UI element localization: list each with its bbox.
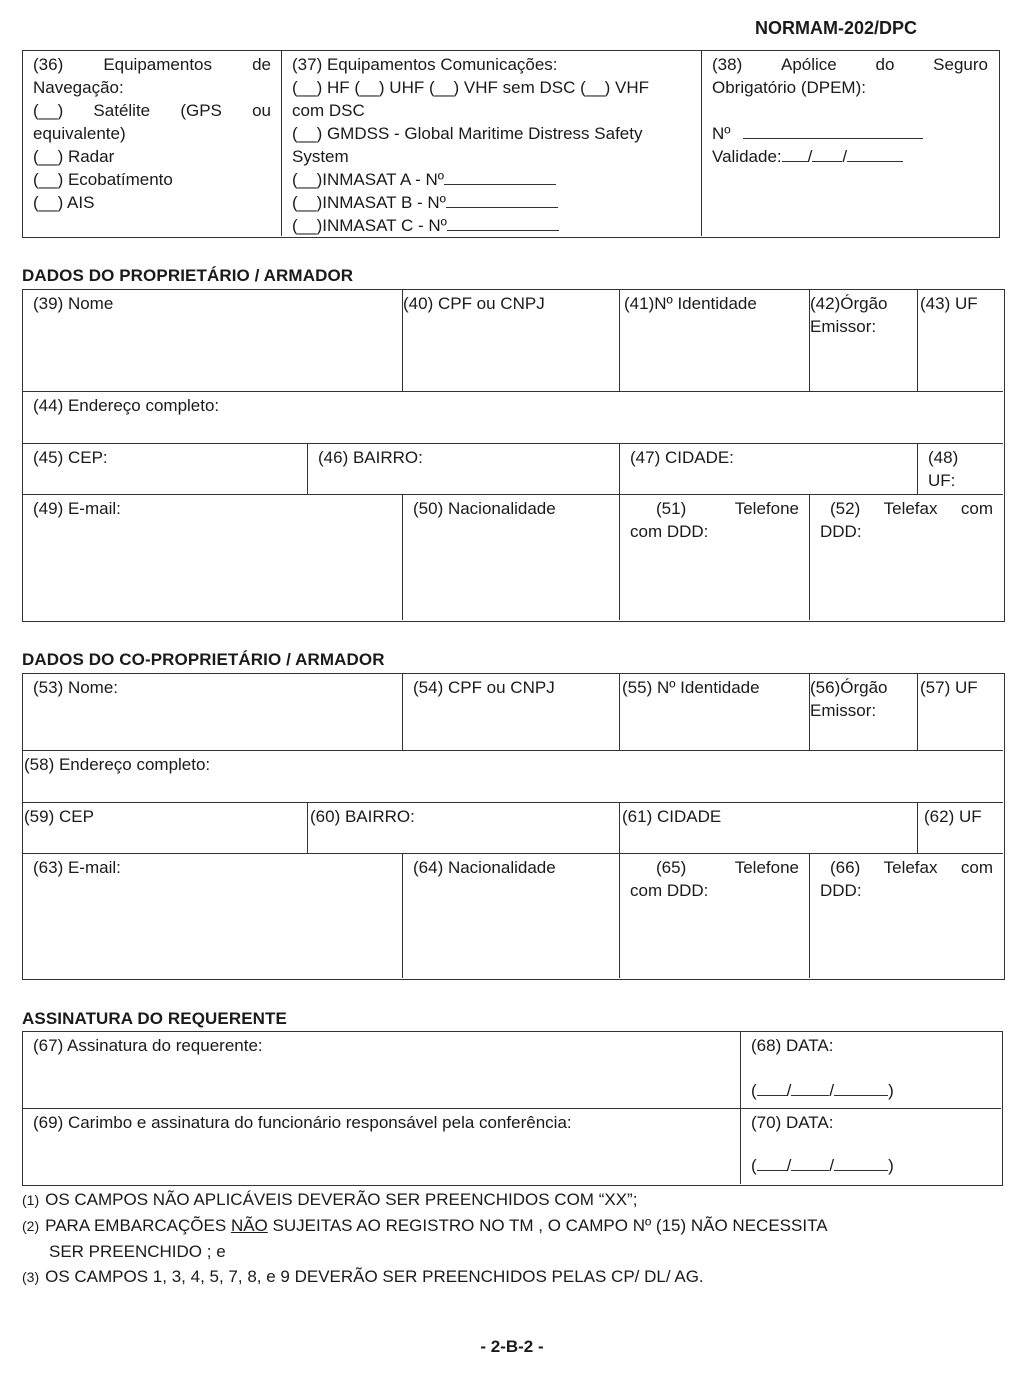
owner-nationality-field[interactable] [403, 495, 620, 620]
label-part: (66) [830, 858, 861, 877]
date-blank[interactable] [751, 1154, 991, 1177]
date-paren: ( [751, 1081, 757, 1100]
coowner-address-field[interactable] [23, 751, 1003, 803]
ais-option[interactable]: (__) AIS [33, 193, 95, 212]
insurance-title-part: Apólice [780, 55, 837, 74]
nav-title-part: Equipamentos [103, 55, 212, 74]
coowner-uf2-field[interactable] [918, 803, 1003, 854]
field-label: (60) BAIRRO: [310, 807, 415, 826]
owner-cpf-field[interactable] [403, 290, 620, 392]
footnote-3 [22, 1264, 982, 1290]
owner-bairro-field[interactable] [308, 444, 620, 495]
field-label: (42)Órgão [810, 294, 888, 313]
field-label: (69) Carimbo e assinatura do funcionário responsável pela conferência: [33, 1113, 572, 1132]
field-label: (70) DATA: [751, 1113, 834, 1132]
owner-phone-field[interactable] [620, 495, 810, 620]
coowner-table [22, 673, 1005, 980]
validity-label: Validade: [712, 147, 782, 166]
coowner-identity-field[interactable] [620, 674, 810, 751]
field-label: (68) DATA: [751, 1036, 834, 1055]
coowner-phone-field[interactable] [620, 854, 810, 978]
date-paren: ) [888, 1156, 894, 1175]
date-paren: ( [751, 1156, 757, 1175]
field-label: (58) Endereço completo: [24, 755, 211, 774]
policy-number-row [712, 122, 988, 145]
policy-number-field[interactable] [743, 122, 923, 139]
radar-option[interactable]: (__) Radar [33, 147, 115, 166]
owner-table [22, 289, 1005, 622]
footnote-text: PARA EMBARCAÇÕES [45, 1216, 227, 1235]
field-label: (59) CEP [24, 807, 94, 826]
footnote-emphasis: NÃO [230, 1216, 268, 1235]
field-label: (61) CIDADE [622, 807, 722, 826]
comm-title: (37) Equipamentos Comunicações: [292, 55, 558, 74]
owner-cep-field[interactable] [23, 444, 308, 495]
coowner-issuer-field[interactable] [810, 674, 918, 751]
field-label: UF: [928, 471, 956, 490]
field-label [820, 497, 993, 520]
coowner-city-field[interactable] [620, 803, 918, 854]
field-label: Emissor: [810, 701, 877, 720]
field-label: (64) Nacionalidade [413, 858, 556, 877]
field-label [630, 497, 799, 520]
field-label: (40) CPF ou CNPJ [403, 294, 545, 313]
coowner-uf-field[interactable] [918, 674, 1003, 751]
date-separator: / [829, 1081, 835, 1100]
field-label: Emissor: [810, 317, 877, 336]
label-part: Telefax [883, 858, 938, 877]
field-label: (45) CEP: [33, 448, 108, 467]
field-label: (43) UF [920, 294, 978, 313]
day-blank[interactable] [757, 1079, 787, 1096]
owner-identity-field[interactable] [620, 290, 810, 392]
footnote-2 [22, 1213, 982, 1239]
owner-fax-field[interactable] [810, 495, 1003, 620]
field-label: DDD: [820, 881, 862, 900]
radio-options[interactable]: (__) HF (__) UHF (__) VHF sem DSC (__) VHF [292, 78, 650, 97]
insurance-title-part: do [875, 55, 895, 74]
field-label [820, 856, 993, 879]
signature-table [22, 1031, 1003, 1186]
field-label: (50) Nacionalidade [413, 499, 556, 518]
date-paren: ) [888, 1081, 894, 1100]
owner-section-title: DADOS DO PROPRIETÁRIO / ARMADOR [22, 266, 354, 285]
insurance-title-part: (38) [712, 55, 743, 74]
day-blank[interactable] [757, 1154, 787, 1171]
footnote-number: (1) [22, 1192, 40, 1208]
owner-city-field[interactable] [620, 444, 918, 495]
gmdss-option[interactable]: (__) GMDSS - Global Maritime Distress Safety [292, 124, 643, 143]
field-label: (67) Assinatura do requerente: [33, 1036, 263, 1055]
insurance-title-line1 [712, 53, 988, 76]
footnote-1 [22, 1187, 982, 1213]
gmdss-option-line2: System [292, 147, 349, 166]
insurance-title-line2: Obrigatório (DPEM): [712, 78, 866, 97]
field-label: (46) BAIRRO: [318, 448, 423, 467]
validity-day-field[interactable] [782, 145, 808, 162]
coowner-nationality-field[interactable] [403, 854, 620, 978]
owner-email-field[interactable] [23, 495, 403, 620]
signature-section-title: ASSINATURA DO REQUERENTE [22, 1009, 287, 1028]
field-label: (41)Nº Identidade [624, 294, 757, 313]
owner-name-field[interactable] [23, 290, 403, 392]
nav-title-part: (36) [33, 55, 64, 74]
coowner-bairro-field[interactable] [308, 803, 620, 854]
radio-options-line2: com DSC [292, 101, 365, 120]
coowner-cpf-field[interactable] [403, 674, 620, 751]
coowner-cep-field[interactable] [23, 803, 308, 854]
insurance-title-part: Seguro [933, 55, 988, 74]
label-part: (51) [656, 499, 687, 518]
date-blank[interactable] [751, 1079, 991, 1102]
coowner-fax-field[interactable] [810, 854, 1003, 978]
year-blank[interactable] [834, 1079, 888, 1096]
option-label: (GPS [180, 101, 222, 120]
applicant-date-field[interactable] [741, 1032, 1001, 1109]
field-label: DDD: [820, 522, 862, 541]
field-label [630, 856, 799, 879]
owner-issuer-field[interactable] [810, 290, 918, 392]
field-label: (63) E-mail: [33, 858, 121, 877]
label-part: Telefone [734, 499, 799, 518]
satellite-option-line2: equivalente) [33, 124, 126, 143]
date-separator: / [786, 1081, 792, 1100]
year-blank[interactable] [834, 1154, 888, 1171]
owner-uf-field[interactable] [918, 290, 1003, 392]
inmarsat-a-number-field[interactable] [444, 168, 556, 185]
inmarsat-b-label: (__)INMASAT B - Nº [292, 193, 446, 212]
validity-year-field[interactable] [847, 145, 903, 162]
label-part: Telefax [883, 499, 938, 518]
checkbox-blank[interactable]: (__) [33, 101, 64, 120]
equipment-table [22, 50, 1000, 238]
coowner-section-title: DADOS DO CO-PROPRIETÁRIO / ARMADOR [22, 650, 385, 669]
nav-title-part: de [252, 55, 271, 74]
inmarsat-c-option[interactable] [292, 214, 691, 237]
officer-signature-field[interactable] [23, 1109, 741, 1184]
field-label: (55) Nº Identidade [622, 678, 760, 697]
echo-sounder-option[interactable]: (__) Ecobatímento [33, 170, 173, 189]
inmarsat-c-label: (__)INMASAT C - Nº [292, 216, 447, 235]
date-separator: / [829, 1156, 835, 1175]
inmarsat-a-label: (__)INMASAT A - Nº [292, 170, 445, 189]
option-label: Satélite [93, 101, 151, 120]
field-label: (48) [928, 448, 959, 467]
applicant-signature-field[interactable] [23, 1032, 741, 1109]
footnote-2-continued: SER PREENCHIDO ; e [49, 1242, 226, 1261]
document-code: NORMAM-202/DPC [755, 18, 918, 38]
field-label: (39) Nome [33, 294, 114, 313]
satellite-option[interactable] [33, 99, 271, 122]
field-label: com DDD: [630, 881, 709, 900]
field-label: (44) Endereço completo: [33, 396, 220, 415]
communication-equipment-cell [282, 51, 702, 236]
footnote-number: (3) [22, 1269, 40, 1285]
inmarsat-b-number-field[interactable] [446, 191, 558, 208]
policy-number-label: Nº [712, 124, 731, 143]
validity-month-field[interactable] [812, 145, 842, 162]
month-blank[interactable] [791, 1154, 829, 1171]
field-label: (62) UF [924, 807, 982, 826]
field-label: com DDD: [630, 522, 709, 541]
insurance-cell [702, 51, 998, 236]
page-number: - 2-B-2 - [480, 1337, 544, 1356]
owner-uf2-field[interactable] [918, 444, 1003, 495]
label-part: Telefone [734, 858, 799, 877]
field-label: (56)Órgão [810, 678, 888, 697]
coowner-name-field[interactable] [23, 674, 403, 751]
field-label: (54) CPF ou CNPJ [413, 678, 555, 697]
label-part: (65) [656, 858, 687, 877]
date-separator: / [786, 1156, 792, 1175]
footnote-text: OS CAMPOS 1, 3, 4, 5, 7, 8, e 9 DEVERÃO SER PREENCHIDOS PELAS CP/ DL/ AG. [45, 1267, 704, 1286]
field-label: (49) E-mail: [33, 499, 121, 518]
month-blank[interactable] [791, 1079, 829, 1096]
nav-title-line2: Navegação: [33, 78, 124, 97]
date-separator: / [807, 147, 813, 166]
option-label: ou [252, 101, 271, 120]
footnote-number: (2) [22, 1218, 40, 1234]
field-label: (53) Nome: [33, 678, 119, 697]
label-part: (52) [830, 499, 861, 518]
inmarsat-b-option[interactable] [292, 191, 691, 214]
field-label: (57) UF [920, 678, 978, 697]
date-separator: / [842, 147, 848, 166]
officer-date-field[interactable] [741, 1109, 1001, 1184]
inmarsat-c-number-field[interactable] [447, 214, 559, 231]
navigation-equipment-cell [23, 51, 282, 236]
footnote-text: SUJEITAS AO REGISTRO NO TM , O CAMPO Nº (15) NÃO NECESSITA [272, 1216, 828, 1235]
validity-row [712, 145, 988, 168]
label-part: com [960, 858, 993, 877]
footnotes [22, 1187, 982, 1290]
footnote-text: OS CAMPOS NÃO APLICÁVEIS DEVERÃO SER PREENCHIDOS COM “XX”; [45, 1190, 638, 1209]
coowner-email-field[interactable] [23, 854, 403, 978]
owner-address-field[interactable] [23, 392, 1003, 444]
label-part: com [960, 499, 993, 518]
nav-title-line1 [33, 53, 271, 76]
field-label: (47) CIDADE: [630, 448, 734, 467]
inmarsat-a-option[interactable] [292, 168, 691, 191]
